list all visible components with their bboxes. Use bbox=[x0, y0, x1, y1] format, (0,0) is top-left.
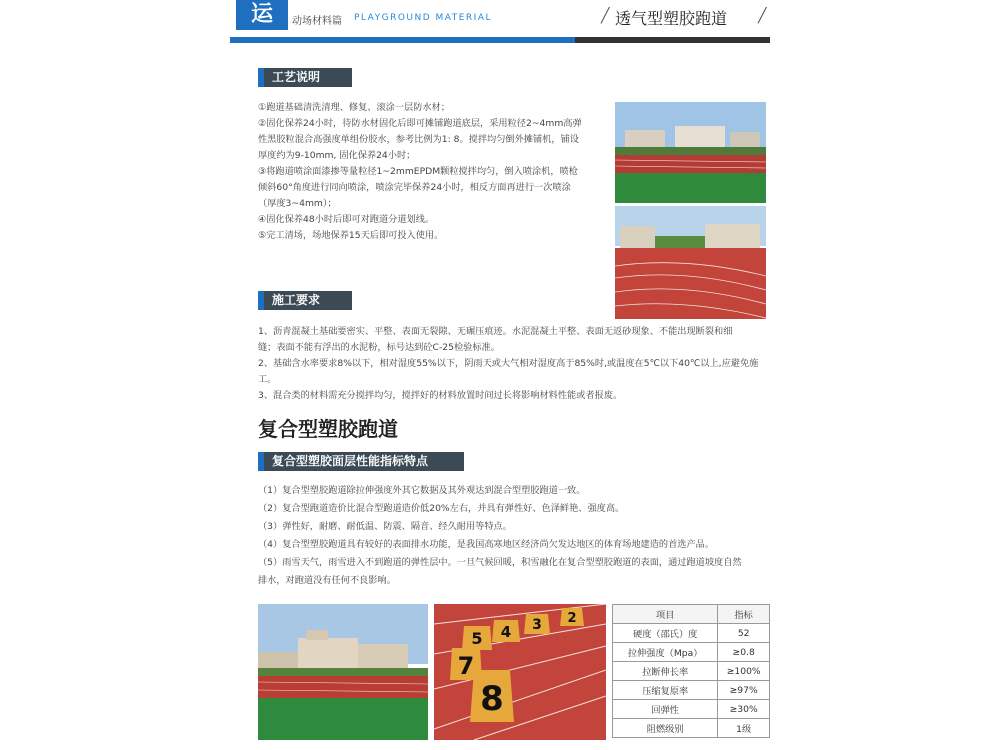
header-bar-dark bbox=[575, 37, 770, 43]
process-line: 性黑胶粒混合高强度单组份胶水，参考比例为1: 8。搅拌均匀倒外摊铺机，铺设 bbox=[258, 134, 579, 145]
requirements-line: 缝；表面不能有浮出的水泥粉，标号达到砼C-25检验标准。 bbox=[258, 342, 500, 353]
requirements-text bbox=[258, 324, 770, 404]
composite-line: （3）弹性好，耐磨、耐低温、防震、隔音、经久耐用等特点。 bbox=[258, 521, 512, 532]
table-header-item: 项目 bbox=[613, 605, 718, 624]
lane-number: 7 bbox=[457, 652, 475, 680]
header-badge: 运 bbox=[236, 0, 288, 30]
photo-track-curve bbox=[615, 206, 766, 319]
photo-lane-markers bbox=[434, 604, 606, 740]
process-line: （厚度3~4mm）； bbox=[258, 198, 337, 209]
process-line: ⑤完工清场，场地保养15天后即可投入使用。 bbox=[258, 230, 444, 241]
lane-number: 3 bbox=[532, 617, 542, 633]
lane-number: 8 bbox=[480, 679, 504, 719]
composite-line: （5）雨雪天气，雨雪进入不到跑道的弹性层中。一旦气候回暖，积雪融化在复合型塑胶跑道的表面，通过跑道坡度自然 bbox=[258, 557, 742, 568]
requirements-line: 2、基础含水率要求8%以下，相对湿度55%以下，阴雨天或大气相对湿度高于85%时,或温度在5℃以下40℃以上,应避免施工。 bbox=[258, 358, 759, 385]
composite-title: 复合型塑胶跑道 bbox=[258, 417, 398, 441]
table-header-value: 指标 bbox=[718, 605, 770, 624]
composite-line: （2）复合型跑道造价比混合型跑道造价低20%左右，并具有弹性好、色泽鲜艳、强度高。 bbox=[258, 503, 625, 514]
table-row bbox=[613, 700, 770, 719]
process-line: 厚度约为9-10mm, 固化保养24小时； bbox=[258, 150, 416, 161]
table-row bbox=[613, 643, 770, 662]
table-cell-item: 拉伸强度（Mpa） bbox=[613, 643, 718, 662]
slash-right-icon: ╱ bbox=[758, 8, 767, 24]
table-cell-value: 52 bbox=[718, 624, 770, 643]
table-cell-value: ≥0.8 bbox=[718, 643, 770, 662]
table-header-row bbox=[613, 605, 770, 624]
process-line: ①跑道基础清洗清理、修复、滚涂一层防水材； bbox=[258, 102, 450, 113]
process-line: ②固化保养24小时，待防水材固化后即可摊铺跑道底层，采用粒径2~4mm高弹 bbox=[258, 118, 582, 129]
lane-number: 5 bbox=[471, 629, 483, 648]
table-cell-item: 硬度（邵氏）度 bbox=[613, 624, 718, 643]
section-label-requirements: 施工要求 bbox=[258, 291, 352, 310]
process-text bbox=[258, 100, 608, 244]
table-row bbox=[613, 624, 770, 643]
table-row bbox=[613, 719, 770, 738]
slash-left-icon: ╱ bbox=[601, 8, 610, 24]
table-cell-item: 压缩复原率 bbox=[613, 681, 718, 700]
composite-line: 排水，对跑道没有任何不良影响。 bbox=[258, 575, 396, 586]
process-line: 倾斜60°角度进行同向喷涂，喷涂完毕保养24小时，相反方面再进行一次喷涂 bbox=[258, 182, 571, 193]
table-cell-value: ≥30% bbox=[718, 700, 770, 719]
section-label-composite: 复合型塑胶面层性能指标特点 bbox=[258, 452, 464, 471]
header-category: 动场材料篇 bbox=[292, 16, 342, 27]
composite-line: （4）复合型塑胶跑道具有较好的表面排水功能，是我国高寒地区经济尚欠发达地区的体育场地建造的首选产品。 bbox=[258, 539, 715, 550]
lane-number: 2 bbox=[567, 611, 577, 626]
section-label-process: 工艺说明 bbox=[258, 68, 352, 87]
header-title: 透气型塑胶跑道 bbox=[615, 9, 728, 28]
table-cell-item: 阻燃级别 bbox=[613, 719, 718, 738]
lane-number: 4 bbox=[500, 623, 512, 641]
composite-line: （1）复合型塑胶跑道除拉伸强度外其它数据及其外观达到混合型塑胶跑道一致。 bbox=[258, 485, 586, 496]
table-cell-item: 回弹性 bbox=[613, 700, 718, 719]
photo-stadium-top bbox=[615, 102, 766, 203]
process-line: ③将跑道喷涂面漆掺等量粒径1~2mmEPDM颗粒搅拌均匀，倒入喷涂机，喷枪 bbox=[258, 166, 578, 177]
document-page bbox=[230, 0, 770, 750]
table-row bbox=[613, 662, 770, 681]
table-cell-value: ≥100% bbox=[718, 662, 770, 681]
header-english: PLAYGROUND MATERIAL bbox=[354, 13, 493, 23]
composite-text bbox=[258, 482, 770, 590]
header-bar-blue bbox=[230, 37, 575, 43]
requirements-line: 1、沥青混凝土基础要密实、平整、表面无裂隙、无碾压痕迹。水泥混凝土平整、表面无返砂现象、不能出现断裂和细 bbox=[258, 326, 733, 337]
table-cell-item: 拉断伸长率 bbox=[613, 662, 718, 681]
spec-table bbox=[612, 604, 770, 738]
table-row bbox=[613, 681, 770, 700]
requirements-line: 3、混合类的材料需充分搅拌均匀，搅拌好的材料放置时间过长将影响材料性能或者报废。 bbox=[258, 390, 623, 401]
photo-campus-field bbox=[258, 604, 428, 740]
table-cell-value: ≥97% bbox=[718, 681, 770, 700]
table-cell-value: 1级 bbox=[718, 719, 770, 738]
process-line: ④固化保养48小时后即可对跑道分道划线。 bbox=[258, 214, 435, 225]
